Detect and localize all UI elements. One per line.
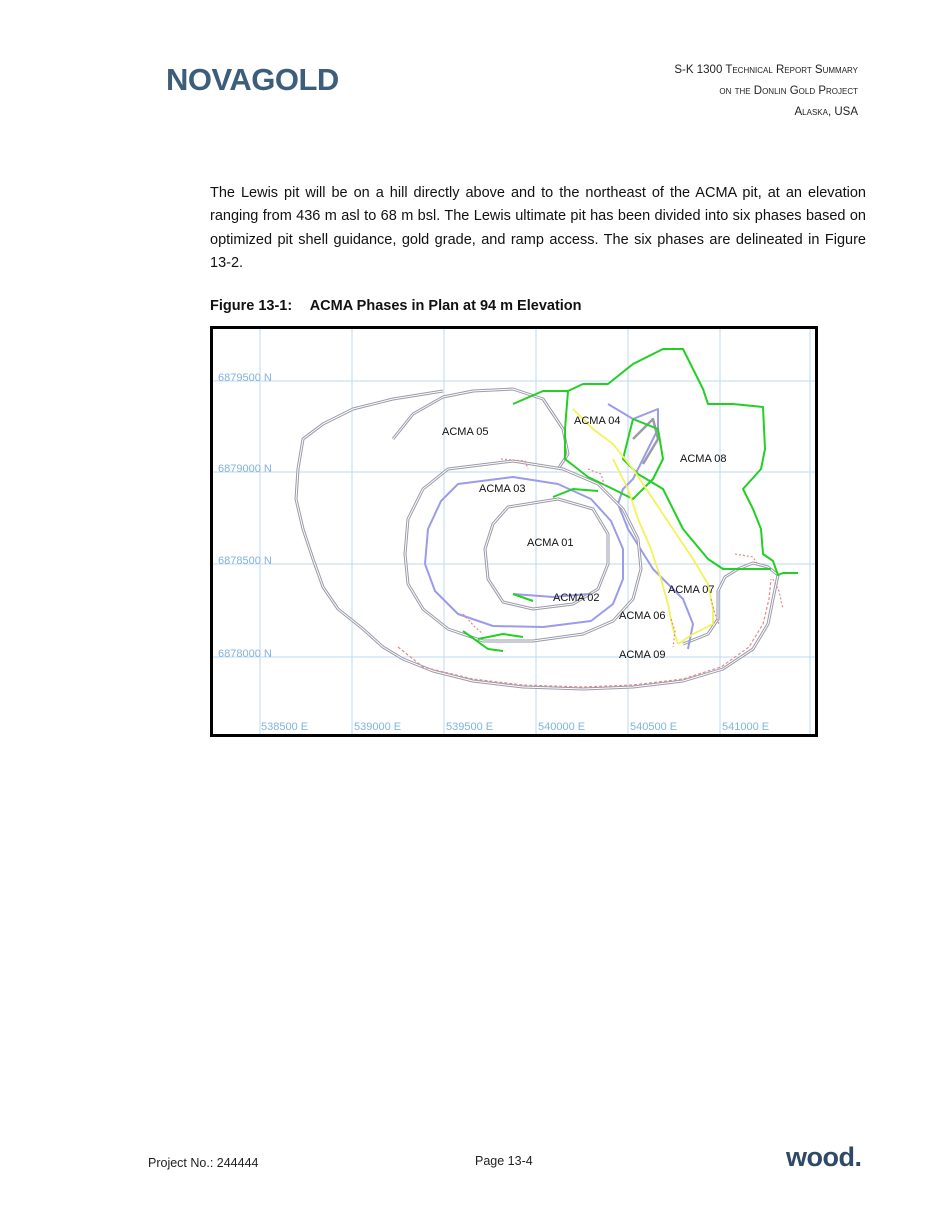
report-location: Alaska, USA: [794, 106, 858, 118]
easting-label: 538500 E: [261, 721, 309, 733]
acma03-inner: [425, 477, 623, 627]
phase-label: ACMA 03: [479, 483, 526, 495]
northing-label: 6878000 N: [218, 648, 272, 660]
pit-phase-map: [210, 326, 818, 737]
report-title: S-K 1300 Technical Report Summary: [674, 64, 858, 76]
yellow-phase-lines: [573, 409, 713, 644]
figure-title: ACMA Phases in Plan at 94 m Elevation: [309, 298, 582, 314]
easting-label: 540000 E: [538, 721, 586, 733]
northing-label: 6879500 N: [218, 372, 272, 384]
easting-label: 541000 E: [722, 721, 770, 733]
northing-label: 6879000 N: [218, 463, 272, 475]
ramp-seg: [463, 614, 483, 634]
phase-label: ACMA 08: [680, 453, 727, 465]
figure-caption: [210, 298, 582, 314]
easting-label: 539500 E: [446, 721, 494, 733]
phase-label: ACMA 02: [553, 592, 600, 604]
report-header: [674, 60, 858, 123]
novagold-logo: [166, 62, 339, 98]
phase-label: ACMA 04: [574, 415, 621, 427]
acma04-inner: [633, 419, 658, 464]
report-project: on the Donlin Gold Project: [719, 85, 858, 97]
body-paragraph: The Lewis pit will be on a hill directly above and to the northeast of the ACMA pit, at an elevation ranging from 436 m asl to 68 m bsl. The Lewis ultimate pit has been divided into six phases based on optimized pit shell guidance, gold grade, and ramp access. The six phases are delineated in Figure 13-2.: [210, 185, 866, 271]
logo-text: NOVAGOLD: [166, 62, 339, 97]
figure-number: Figure 13-1:: [210, 298, 293, 314]
phase-label: ACMA 07: [668, 584, 715, 596]
project-number: Project No.: 244444: [148, 1156, 259, 1170]
acma09-green: [478, 634, 523, 639]
wood-logo: wood.: [786, 1142, 862, 1172]
page-number: Page 13-4: [475, 1154, 533, 1168]
acma08-inner-green: [623, 419, 771, 569]
map-canvas: [213, 329, 815, 734]
easting-label: 540500 E: [630, 721, 678, 733]
phase-label: ACMA 06: [619, 610, 666, 622]
easting-label: 539000 E: [354, 721, 402, 733]
phase-label: ACMA 09: [619, 649, 666, 661]
phase-label: ACMA 01: [527, 537, 574, 549]
acma07-yellow: [573, 409, 713, 644]
phase-label: ACMA 05: [442, 426, 489, 438]
northing-label: 6878500 N: [218, 555, 272, 567]
